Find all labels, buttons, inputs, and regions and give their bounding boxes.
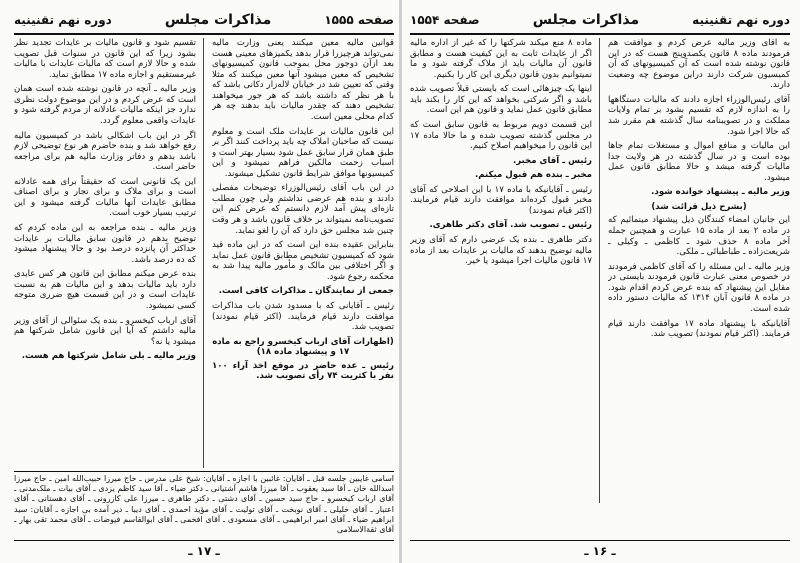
paragraph: آقای رئیس‌الوزراء اجازه دادند که مالیات دستگاهها را به اندازه لازم که تقسیم بشود بر تمام ولایات مملکت و در تصویبنامه سال گذشته هم مقرر شد که حالا اجرا شود. [608,94,790,137]
paragraph: اینها یک چیزهائی است که بایستی قبلاً تصویب شده باشد و اگر شرکتی بخواهد که این کار را بکند باید مطابق قانون عمل نماید و قانون هم این است. [410,84,592,116]
left-page-label: صفحه ۱۵۵۵ [324,13,394,27]
right-page-number: ـ ۱۶ ـ [584,544,616,558]
paragraph: ماده ۸ منع میکند شرکتها را که غیر از اداره مالیه اگر از عایدات ثابت به این کیفیت هست و مطابق قانون آن مالیات باید از ملاک گرفته شود و ما نمیتوانیم بدون قانون دیگری این کار را بکنیم. [410,38,592,80]
paragraph: رئیس ـ آقایانیکه با ماده ۱۷ با این اصلاحی که آقای مخبر قبول کرده‌اند موافقت دارند قیام فرمایند. (اکثر قیام نمودند) [410,184,592,216]
right-page [410,0,790,563]
right-session-label: دوره نهم تقنینیه [692,13,790,27]
paragraph: وزیر مالیه ـ بنده مراجعه به این ماده کردم که توضیح بدهم در قانون سابق مالیات بر عایدات حداکثر آن پانزده درصد بود و حالا پیشنهاد میشود که ده درصد باشد. [14,223,196,265]
left-header-rule [14,33,394,35]
right-page-body [410,38,790,503]
paragraph: این قسمت دویم مربوط به قانون سابق است که در مجلس گذشته تصویب شده و ما حالا ماده ۱۷ این قانون را میخواهیم اصلاح کنیم. [410,119,592,152]
paragraph: آقایانیکه با پیشنهاد ماده ۱۷ موافقت دارند قیام فرمایند. (اکثر قیام نمودند) تصویب شد. [608,318,790,340]
left-page-number: ـ ۱۷ ـ [188,544,220,558]
bottom-rule [410,540,790,541]
paragraph: وزیر مالیه ـ بلی شامل شرکتها هم هست. [21,351,196,362]
paragraph: اگر در این باب اشکالی باشد در کمیسیون مالیه رفع خواهد شد و بنده حاضرم هر نوع توضیحی لازم باشد بدهم و دفاتر وزارت مالیه هم برای مراجعه حاضر است. [14,130,196,173]
paragraph: رئیس ـ عده حاضر در موقع اخذ آراء ۱۰۰ نفر با کثریت ۷۴ رأی تصویب شد. [212,360,394,382]
paragraph: این قانون مالیات بر عایدات ملک است و معلوم نیست که صاحبان املاک چه باید پرداخت کنند اگر بر طبق همان قرار سابق عمل شود بسیار بهتر است و اسباب زحمت مالکین فراهم نمیشود و این کمیسیونها موافق شرایط قانون تشکیل میشوند. [212,126,394,179]
left-session-label: دوره نهم تقنینیه [14,13,112,27]
paragraph: رئیس ـ آقای مخبر. [512,155,592,166]
paragraph: (بشرح ذیل قرائت شد) [651,201,747,212]
paragraph: قوانین مالیه معین میکنند یعنی وزارت مالیه نمی‌تواند هرچیزرا قرار بدهد یکمیزهای معینی هست بعد ازآن دوجور محل بموجب قانون کمیسیونهای تشخیص که معین میشود آنها معین میکنند که مثلا وقتی که تعیین شد در خیابان لاله‌زار دکانی باشد که با هر نظر که داشته باشد که هر جور میخواهند تشخیص دهند که چقدر مالیات باید بدهند چه هر کدام محلی معین است. [212,38,394,122]
column-divider [203,38,204,468]
footnote: اسامی غایبین جلسه قبل ـ آقایان: غائبین با اجازه ـ آقایان: شیخ علی مدرس ـ حاج میرزا حبیب‌الله امین ـ حاج میرزا اسدالله خان ـ آقا سید یعقوب ـ آقا میرزا هاشم آشتیانی ـ دکتر ضیاء ـ آقا سید کاظم یزدی ـ آقای بیات ـ ملک‌مدنی ـ آقای ارباب کیخسرو ـ حاج سید حسین ـ آقای دشتی ـ دکتر طاهری ـ میرزا علی کازرونی ـ آقای دهستانی ـ آقای اعتبار ـ آقای خلیلی ـ آقای نوبخت ـ آقای تولیت ـ آقای مؤید احمدی ـ آقای دیبا ـ دیر آمده بی اجازه ـ آقایان: سید ابراهیم ضیاء ـ آقای امیر ابراهیمی ـ آقای مسعودی ـ آقای افخمی ـ آقای ابوالقاسم فیوضات ـ آقای محمد تقی بهار ـ آقای ثقةالاسلامی [14,474,394,535]
paragraph: بنده عرض میکنم مطابق این قانون هر کس عایدی دارد باید مالیات بدهد و این مالیات هم به نسبت عایدات است و در این قسمت هیچ ضرری متوجه کسی نمیشود. [14,269,196,311]
right-page-header [410,10,790,30]
paragraph: آقای ارباب کیخسرو ـ بنده یک سئوالی از آقای وزیر مالیه داشتم که آیا این قانون شامل شرکتها هم میشود یا نه؟ [14,315,196,347]
paragraph: وزیر مالیه ـ این مسئله را که آقای کاظمی فرمودند در خصوص معنی عبارت قانون فرمودند بایستی در مقابل این پیشنهاد که بنده عرض کردم اقدام شود. در ماده ۸ قانون آبان ۱۳۱۴ که مالیات دستور داده شده است. [608,261,790,314]
paragraph: به آقای وزیر مالیه عرض کردم و موافقت هم فرمودند ماده ۸ قانون یکصدوپنج هست که در این قانون نوشته شده است که آن کمیسیونهای که آن کمیسیون شرکت دارند دراین موضوع چه وضعیت دارند. [608,38,790,91]
left-page-left-column [14,38,196,468]
left-page-right-column [212,38,394,468]
paragraph: جمعی از نمایندگان ـ مذاکرات کافی است. [218,286,394,297]
left-page-header [14,10,394,30]
right-page-right-column [608,38,790,503]
footnote-rule [14,471,394,472]
left-page-title: مذاکرات مجلس [164,12,272,28]
paragraph: مخبر ـ بنده هم قبول میکنم. [474,170,592,181]
bottom-rule [14,540,394,541]
paragraph: در این باب آقای رئیس‌الوزراء توضیحات مفصلی دادند و بنده هم عرضی نداشتم ولی چون مطلب تازه‌ای پیش آمد لازم دانستم که عرض کنم این تصویب‌نامه نمیتواند بر خلاف قانون باشد و هر وقت چنین شد مجلس حق دارد که آن را لغو نماید. [212,183,394,236]
right-page-left-column [410,38,592,503]
paragraph: این یک قانونی است که حقیقتاً برای همه عادلانه است و برای ملاک و برای تجار و برای اصناف مطابق عایدات آنها مالیات گرفته میشود و این ترتیب بسیار خوب است. [14,176,196,219]
paragraph: رئیس ـ تصویب شد. آقای دکتر طاهری. [429,220,592,231]
paragraph: این مالیات و منافع اموال و مستغلات تمام جاها بوده است و در سال گذشته در هر ولایت جدا مالیات گرفته میشد و حالا مطابق قانون عمل میشود. [608,141,790,183]
left-page-body [14,38,394,468]
paragraph: (اظهارات آقای ارباب کیخسرو راجع به ماده ۱۷ و پیشنهاد ماده ۱۸) [212,336,394,358]
paragraph: این جانبان امضاء کنندگان ذیل پیشنهاد مینمائیم که در ماده ۲ بعد از ماده ۱۵ عبارت و همچنین جمله آخر ماده ۸ حذف شود ـ کاظمی ـ وکیلی ـ شریعت‌زاده ـ طباطبائی ـ ملکی. [608,215,790,258]
paragraph: رئیس ـ آقایانی که با مسدود شدن باب مذاکرات موافقت دارند قیام فرمایند. (اکثر قیام نمودند) تصویب شد. [212,300,394,333]
paragraph: وزیر مالیه ـ پیشنهاد خوانده شود. [651,187,790,198]
page-gutter [399,0,402,563]
column-divider [599,38,600,503]
paragraph: دکتر طاهری ـ بنده یک عرضی دارم که آقای وزیر مالیه توضیح بدهند که مالیات بر عایدات بعد از ماده ۱۷ قانون مالیات اجرا میشود یا خیر. [410,235,592,267]
left-page [14,0,394,563]
right-page-label: صفحه ۱۵۵۴ [410,13,480,27]
right-header-rule [410,33,790,35]
paragraph: بنابراین عقیده بنده این است که در این ماده قید شود که کمیسیون تشخیص مطابق قانون عمل نماید و اگر اختلافی بین مالک و مأمور مالیه پیدا شد به محکمه رجوع شود. [212,240,394,282]
right-page-title: مذاکرات مجلس [532,12,640,28]
paragraph: تقسیم شود و قانون مالیات بر عایدات تجدید نظر بشود زیرا که این قانون در سنوات قبل تصویب شده و حالا لازم است که مالیات عایدات با مالیات غیرمستقیم و اجازه ماده ۱۷ مطابق نماید. [14,38,196,80]
paragraph: وزیر مالیه ـ آنچه در قانون نوشته شده است همان است که عرض کردم و در این موضوع دولت نظری ندارد جز اینکه مالیات عادلانه از مردم گرفته شود و عایدات واقعی معلوم گردد. [14,84,196,126]
